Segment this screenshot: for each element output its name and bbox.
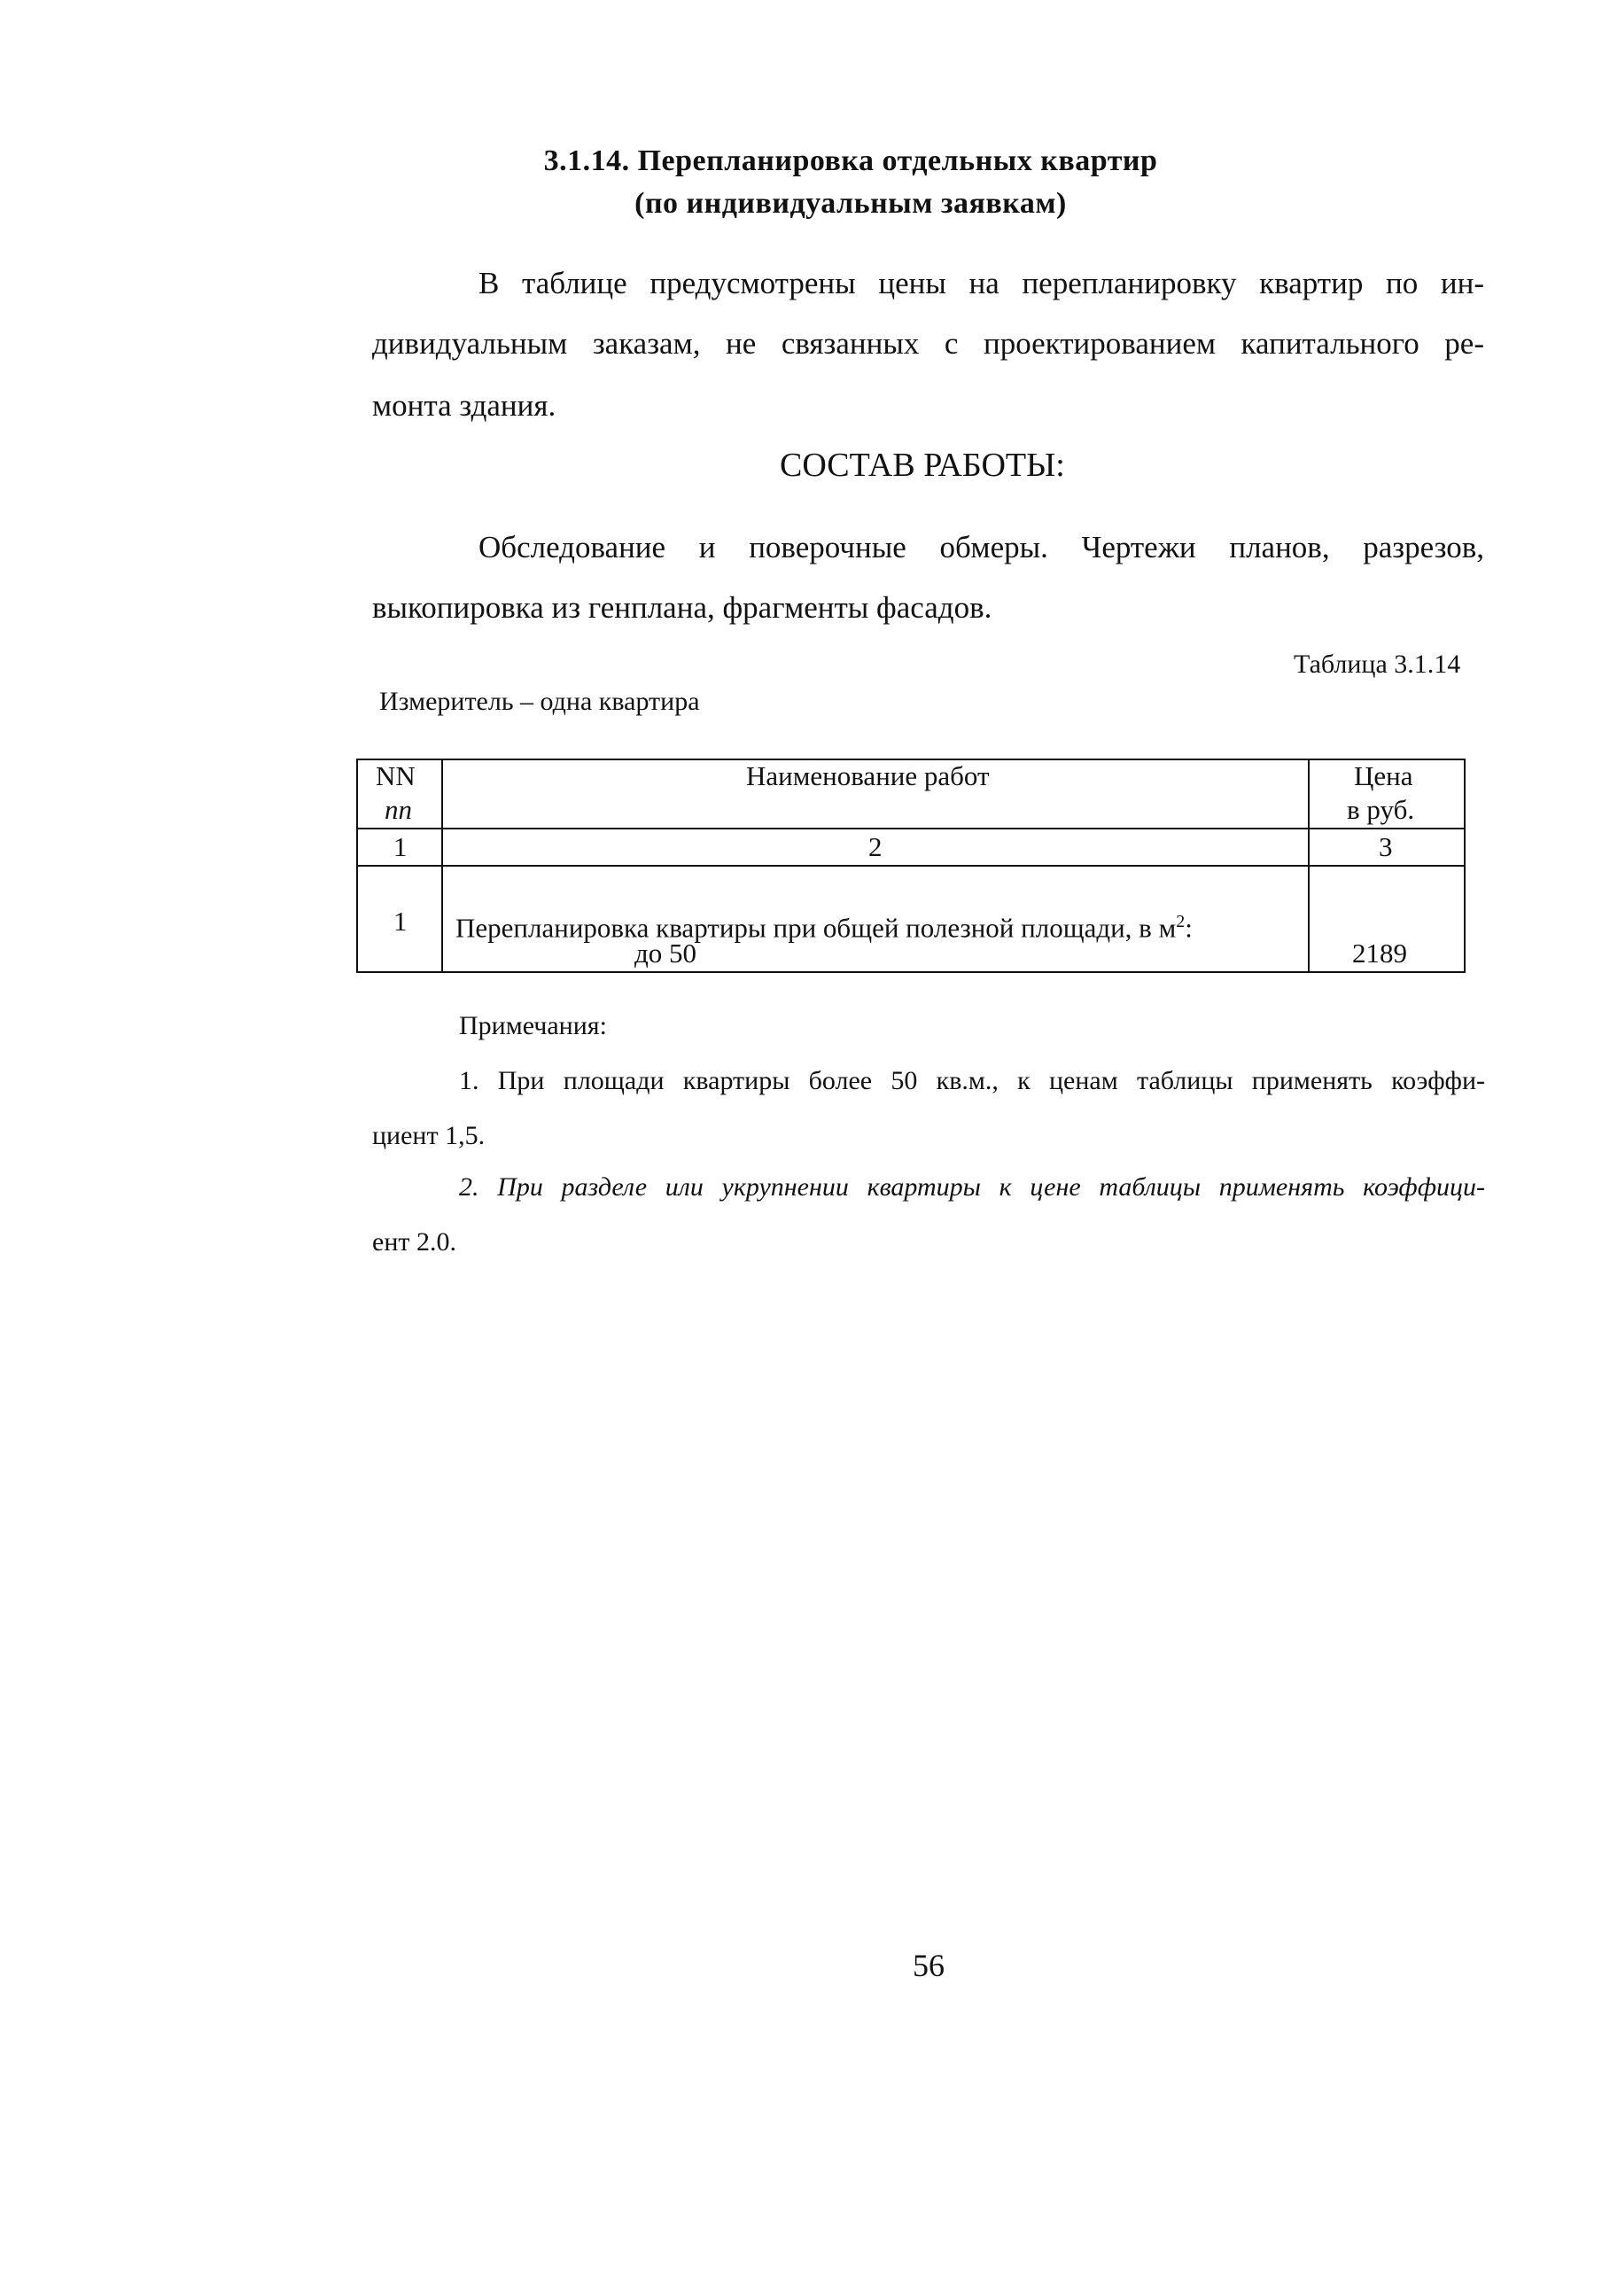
row-1-name-text: Перепланировка квартиры при общей полезной площади, в м — [455, 912, 1177, 944]
table-col-divider-1 — [441, 759, 443, 973]
intro-line-2: дивидуальным заказам, не связанных с проектированием капитального ре- — [372, 326, 1484, 361]
column-number-2: 2 — [868, 831, 883, 862]
table-border-bottom — [356, 971, 1466, 973]
row-1-num: 1 — [393, 906, 408, 937]
table-rule-2 — [356, 865, 1466, 867]
note-1-line-1: 1. При площади квартиры более 50 кв.м., к ценам таблицы применять коэффи- — [459, 1066, 1485, 1095]
note-2-line-2: ент 2.0. — [372, 1227, 456, 1257]
header-price-line-2: в руб. — [1347, 794, 1415, 825]
section-subtitle: (по индивидуальным заявкам) — [634, 187, 1067, 220]
section-title: 3.1.14. Перепланировка отдельных квартир — [543, 144, 1158, 177]
intro-line-1: В таблице предусмотрены цены на перепланировку квартир по ин- — [478, 266, 1484, 300]
composition-line-2: выкопировка из генплана, фрагменты фасадов. — [372, 590, 992, 625]
header-num-line-2: пп — [385, 794, 412, 825]
column-number-1: 1 — [393, 831, 408, 862]
header-price-line-1: Цена — [1354, 760, 1413, 791]
row-1-price: 2189 — [1352, 938, 1407, 969]
row-1-name-suffix: : — [1185, 912, 1193, 944]
composition-line-1: Обследование и поверочные обмеры. Чертежи планов, разрезов, — [478, 530, 1484, 564]
table-border-left — [356, 759, 358, 973]
row-1-name-line-2: до 50 — [634, 938, 697, 969]
table-reference: Таблица 3.1.14 — [1294, 650, 1461, 679]
page-number: 56 — [913, 1948, 945, 1983]
composition-title: СОСТАВ РАБОТЫ: — [780, 447, 1065, 484]
note-1-line-2: циент 1,5. — [372, 1121, 486, 1150]
table-border-right — [1464, 759, 1466, 973]
header-num-line-1: NN — [376, 760, 416, 791]
table-rule-1 — [356, 828, 1466, 829]
row-1-name-superscript: 2 — [1176, 912, 1186, 931]
header-name: Наименование работ — [746, 760, 990, 791]
column-number-3: 3 — [1379, 831, 1393, 862]
table-col-divider-2 — [1308, 759, 1310, 973]
row-1-name-line-1 — [455, 906, 1193, 944]
notes-title: Примечания: — [459, 1011, 607, 1040]
note-2-line-1: 2. При разделе или укрупнении квартиры к цене таблицы применять коэффици- — [459, 1172, 1485, 1202]
intro-line-3: монта здания. — [372, 388, 556, 423]
measure-unit: Измеритель – одна квартира — [379, 687, 700, 716]
